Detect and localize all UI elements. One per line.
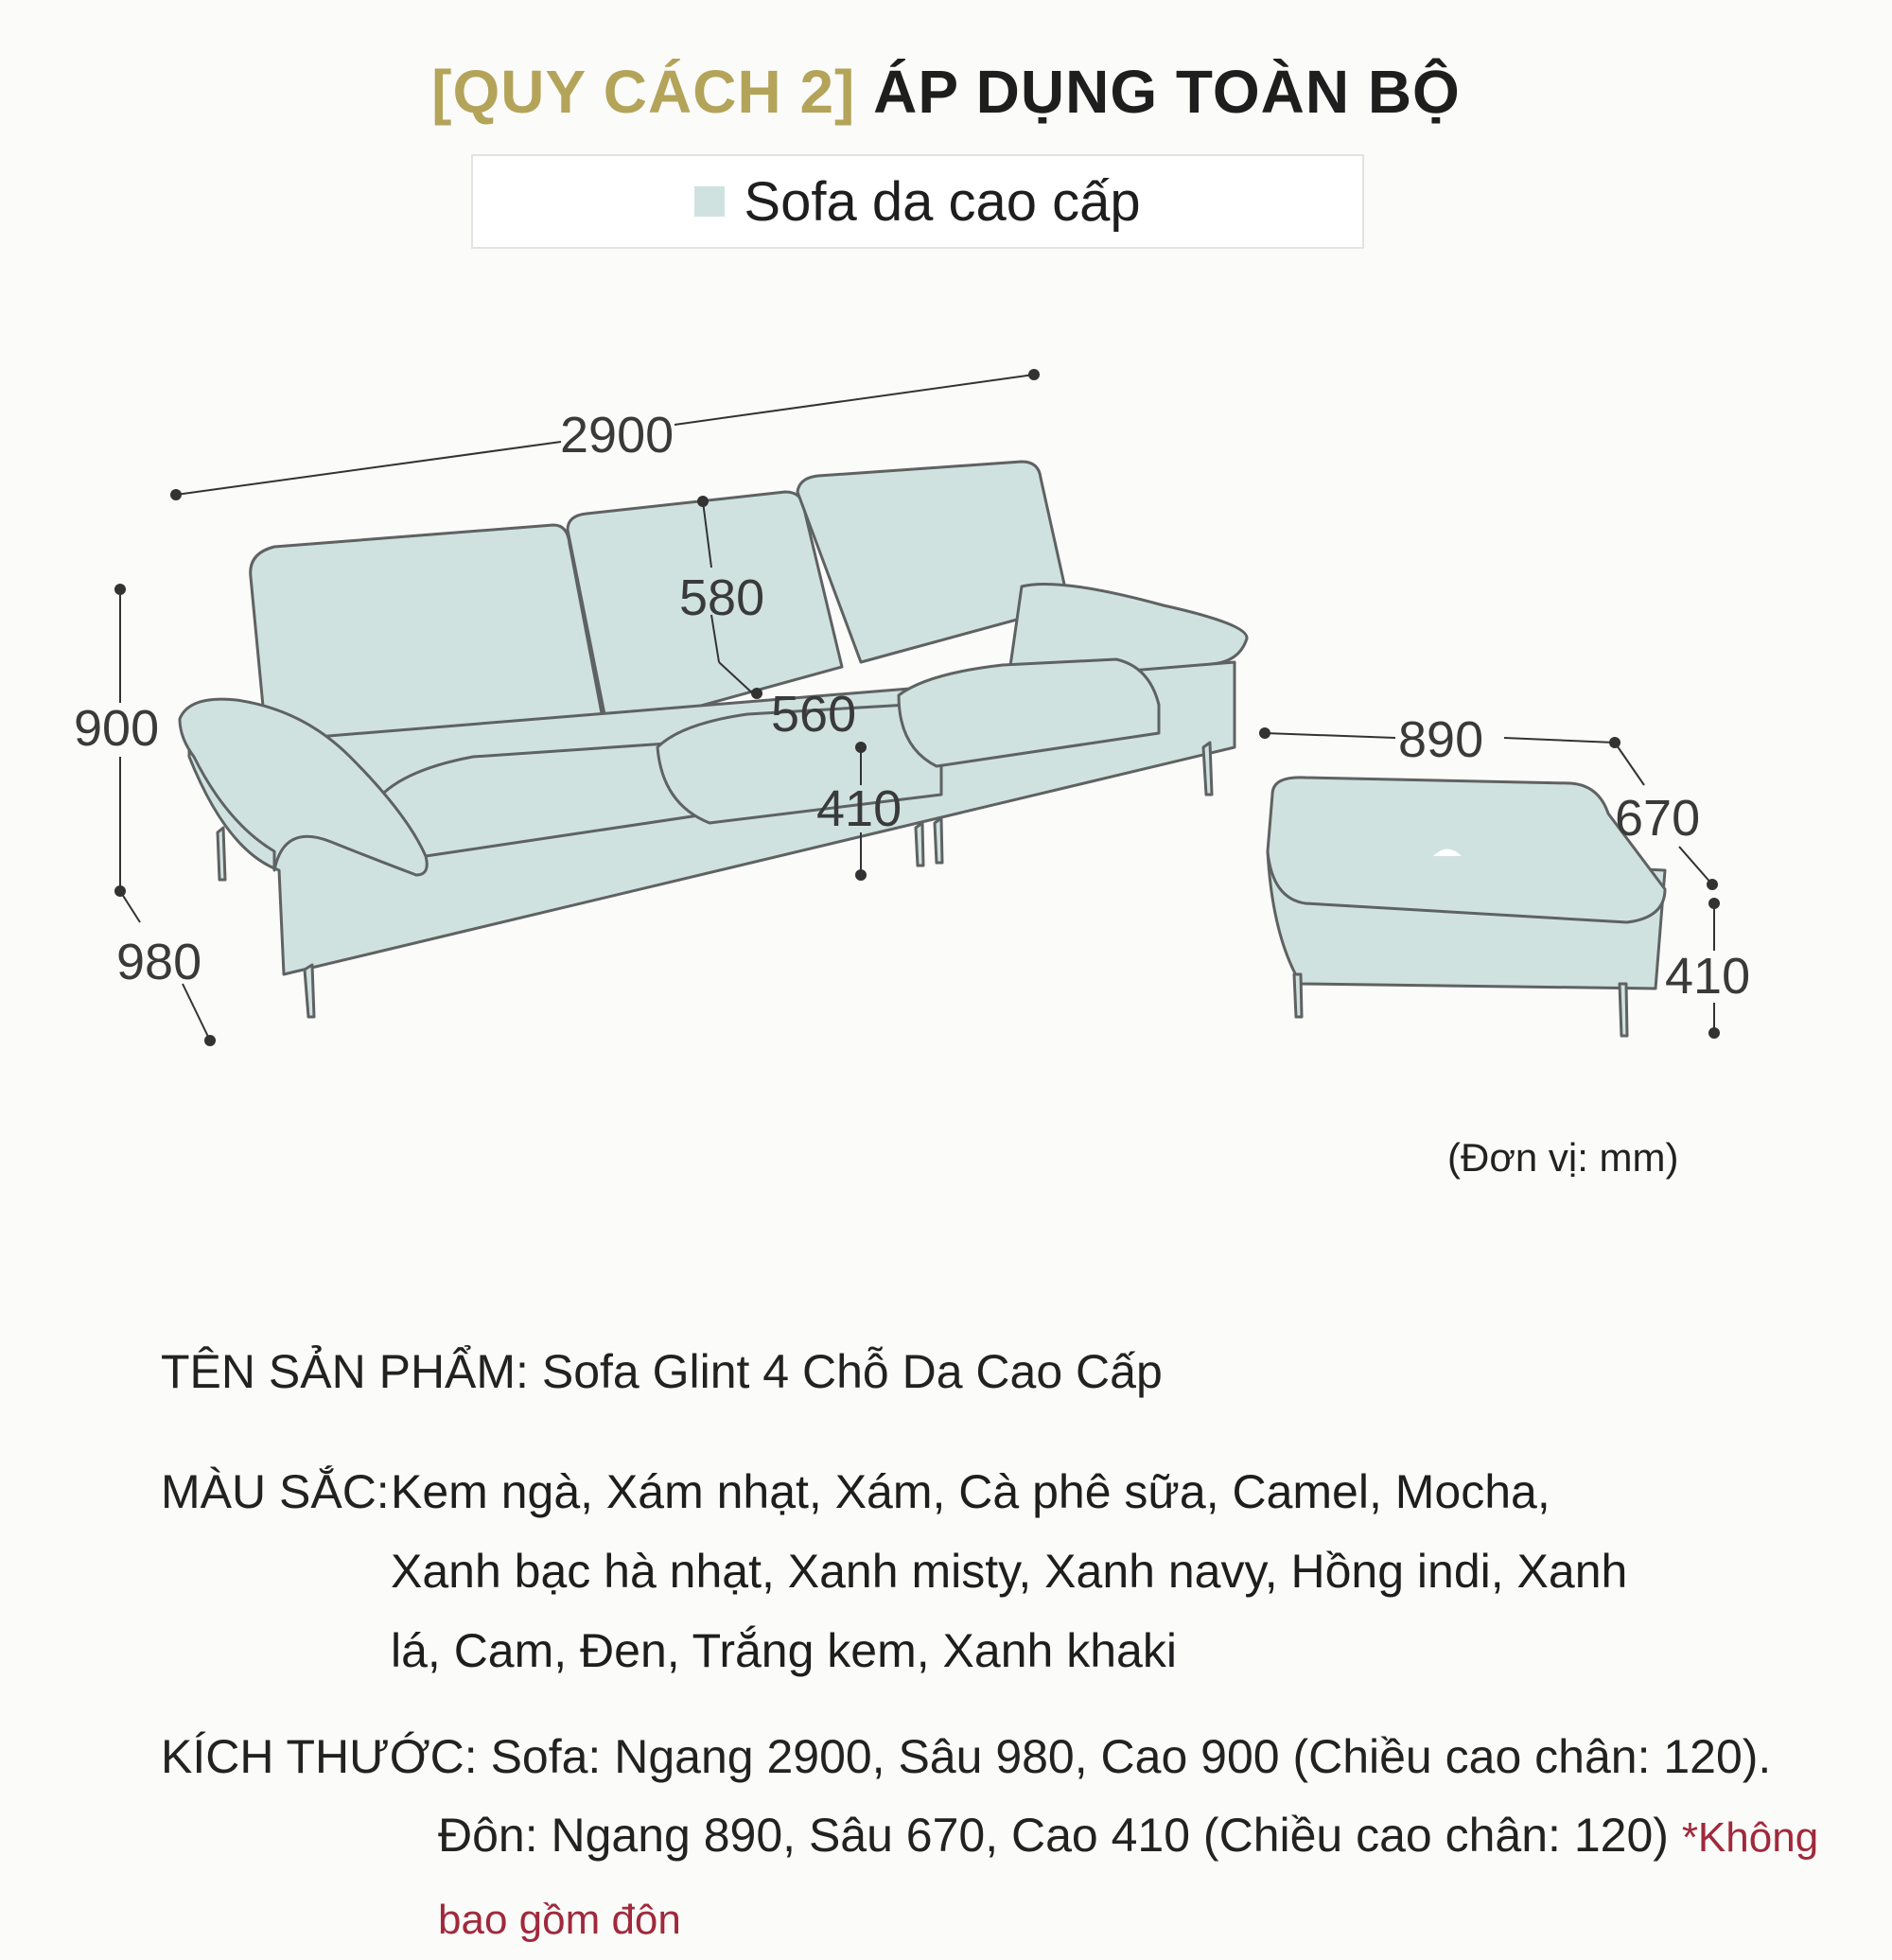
spec-name-value: Sofa Glint 4 Chỗ Da Cao Cấp bbox=[541, 1345, 1163, 1398]
ottoman-leg bbox=[1620, 984, 1627, 1036]
spec-size-sofa: Sofa: Ngang 2900, Sâu 980, Cao 900 (Chiều cao chân: 120). bbox=[490, 1730, 1772, 1783]
ottoman-leg bbox=[1294, 974, 1302, 1017]
title-highlight: [QUY CÁCH 2] bbox=[431, 58, 856, 126]
sofa-leg bbox=[916, 823, 923, 866]
spec-size-ottoman-row bbox=[438, 1795, 1892, 1960]
spec-colors-value: Kem ngà, Xám nhạt, Xám, Cà phê sữa, Camel, Mocha, Xanh bạc hà nhạt, Xanh misty, Xanh navy, Hồng indi, Xanh lá, Cam, Đen, Trắng kem, Xanh khaki bbox=[391, 1465, 1628, 1677]
sofa-leg bbox=[305, 965, 314, 1017]
spec-note: *Không bao gồm đôn bbox=[438, 1814, 1819, 1943]
dim-depth: 980 bbox=[116, 934, 202, 990]
spec-name-label: TÊN SẢN PHẨM: bbox=[161, 1345, 529, 1398]
dim-ottoman-width: 890 bbox=[1398, 711, 1484, 768]
dim-ottoman-height: 410 bbox=[1665, 948, 1751, 1005]
ottoman-top bbox=[1268, 778, 1665, 922]
spec-colors-label: MÀU SẮC: bbox=[161, 1465, 390, 1518]
dim-seat-back: 580 bbox=[679, 569, 765, 626]
spec-size-label: KÍCH THƯỚC: bbox=[161, 1730, 478, 1783]
sofa-leg bbox=[218, 828, 225, 880]
spec-size-ottoman: Đôn: Ngang 890, Sâu 670, Cao 410 (Chiều cao chân: 120) bbox=[438, 1809, 1669, 1862]
dim-ottoman-depth: 670 bbox=[1615, 790, 1701, 847]
spec-name-row bbox=[161, 1332, 1163, 1411]
title-rest: ÁP DỤNG TOÀN BỘ bbox=[873, 58, 1461, 126]
unit-label: (Đơn vị: mm) bbox=[1447, 1135, 1679, 1180]
dim-width: 2900 bbox=[560, 407, 674, 464]
spec-size-row bbox=[161, 1717, 1771, 1796]
sofa-leg bbox=[935, 818, 942, 863]
dim-seat-depth: 560 bbox=[771, 686, 857, 743]
dim-seat-height: 410 bbox=[816, 780, 902, 837]
legend-label: Sofa da cao cấp bbox=[744, 170, 1141, 233]
sofa-leg bbox=[1203, 743, 1212, 795]
dim-height: 900 bbox=[74, 700, 160, 757]
